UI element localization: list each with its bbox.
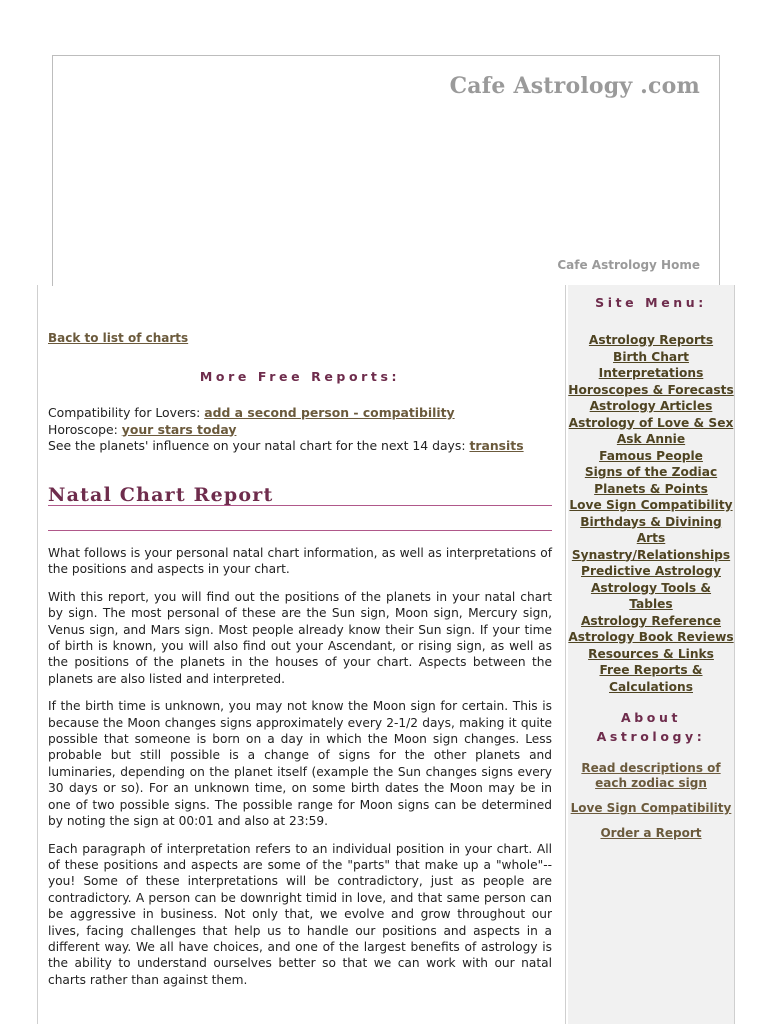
title-divider [48, 530, 552, 531]
horoscope-link[interactable]: your stars today [121, 421, 237, 437]
zodiac-descriptions-link[interactable]: Read descriptions of each zodiac sign [581, 761, 721, 790]
menu-item-love-sex[interactable]: Astrology of Love & Sex [568, 415, 734, 430]
love-sign-compatibility-link[interactable]: Love Sign Compatibility [570, 801, 732, 815]
site-header [52, 55, 720, 286]
left-border [37, 285, 38, 1024]
planets-paragraph: With this report, you will find out the positions of the planets in your natal chart by sign. The most personal of these are the Sun sign, Moon sign, Mercury sign, Venus sign, and Mars sign. Most people already know their Sun sign. If your time of birth is known, you will also find out your Ascendant, or rising sign, as well as the positions of the planets in the houses of your chart. Aspects between the planets are also listed and interpreted. [48, 589, 552, 686]
about-heading-line1: About [620, 710, 682, 725]
menu-item-astrology-reports[interactable]: Astrology Reports [588, 333, 714, 347]
menu-item-synastry-relationships[interactable]: Synastry/Relationships [571, 547, 731, 562]
home-link[interactable]: Cafe Astrology Home [557, 258, 700, 272]
menu-item-astrology-articles[interactable]: Astrology Articles [589, 399, 713, 413]
order-report-link[interactable]: Order a Report [600, 826, 702, 840]
site-logo[interactable]: Cafe Astrology .com [449, 73, 700, 99]
transits-label: See the planets' influence on your natal chart for the next 14 days: [48, 438, 470, 453]
promo-links [48, 405, 552, 455]
center-divider [565, 285, 566, 1024]
menu-item-ask-annie[interactable]: Ask Annie [616, 432, 686, 446]
menu-item-birthdays-divining-arts[interactable]: Birthdays & Divining Arts [580, 514, 722, 545]
menu-item-planets-points[interactable]: Planets & Points [594, 481, 708, 496]
menu-item-predictive-astrology[interactable]: Predictive Astrology [581, 564, 721, 578]
menu-item-birth-chart-interpretations[interactable]: Birth Chart Interpretations [598, 349, 704, 380]
menu-item-tools-tables[interactable]: Astrology Tools & Tables [590, 580, 712, 611]
compatibility-label: Compatibility for Lovers: [48, 405, 205, 420]
menu-item-zodiac-signs[interactable]: Signs of the Zodiac [584, 465, 718, 479]
menu-item-astrology-reference[interactable]: Astrology Reference [580, 613, 722, 628]
intro-paragraph: What follows is your personal natal chart information, as well as interpretations of the positions and aspects in your chart. [48, 546, 552, 577]
horoscope-label: Horoscope: [48, 421, 122, 437]
right-border [734, 285, 735, 1024]
horoscope-line [48, 422, 552, 439]
transits-link[interactable]: transits [469, 438, 524, 453]
site-menu [568, 332, 734, 695]
menu-item-book-reviews[interactable]: Astrology Book Reviews [568, 630, 734, 644]
compatibility-link[interactable]: add a second person - compatibility [204, 405, 455, 420]
interpretation-paragraph: Each paragraph of interpretation refers to an individual position in your chart. All of these positions and aspects are some of the "parts" that make up a "whole"--you! Some of these interpretations will be contradictory, just as people are contradictory. A person can be downright timid in love, and that same person can be aggressive in business. Not only that, we evolve and grow throughout our lives, facing challenges that help us to handle our positions and aspects in a different way. We all have choices, and one of the largest benefits of astrology is the ability to understand ourselves better so that we can work with our natal charts rather than against them. [48, 841, 552, 987]
back-to-charts-link[interactable]: Back to list of charts [48, 331, 189, 345]
about-astrology-heading [568, 709, 734, 746]
about-heading-line2: Astrology: [596, 728, 706, 744]
transits-line [48, 438, 552, 455]
menu-item-love-sign-compatibility[interactable]: Love Sign Compatibility [569, 498, 733, 512]
menu-item-free-reports-calculations[interactable]: Free Reports & Calculations [599, 663, 703, 694]
menu-item-resources-links[interactable]: Resources & Links [588, 646, 714, 661]
page-title: Natal Chart Report [48, 487, 552, 507]
menu-item-famous-people[interactable]: Famous People [599, 448, 703, 463]
main-content [48, 330, 552, 988]
sidebar [568, 285, 734, 1024]
about-links [568, 761, 734, 841]
site-menu-heading: Site Menu: [595, 295, 707, 310]
compatibility-line [48, 405, 552, 422]
birth-time-paragraph: If the birth time is unknown, you may not know the Moon sign for certain. This is because the Moon changes signs approximately every 2-1/2 days, making it quite possible that someone is born on a day in which the Moon sign changes. Less probable but still possible is a change of signs for the other planets and luminaries, depending on the planet itself (example the Sun changes signs every 30 days or so). For an unknown time, on some birth dates the Moon may be in one of two possible signs. The possible range for Moon signs can be determined by noting the sign at 00:01 and also at 23:59. [48, 699, 552, 829]
more-reports-heading: More Free Reports: [199, 368, 401, 384]
menu-item-horoscopes-forecasts[interactable]: Horoscopes & Forecasts [568, 382, 734, 397]
